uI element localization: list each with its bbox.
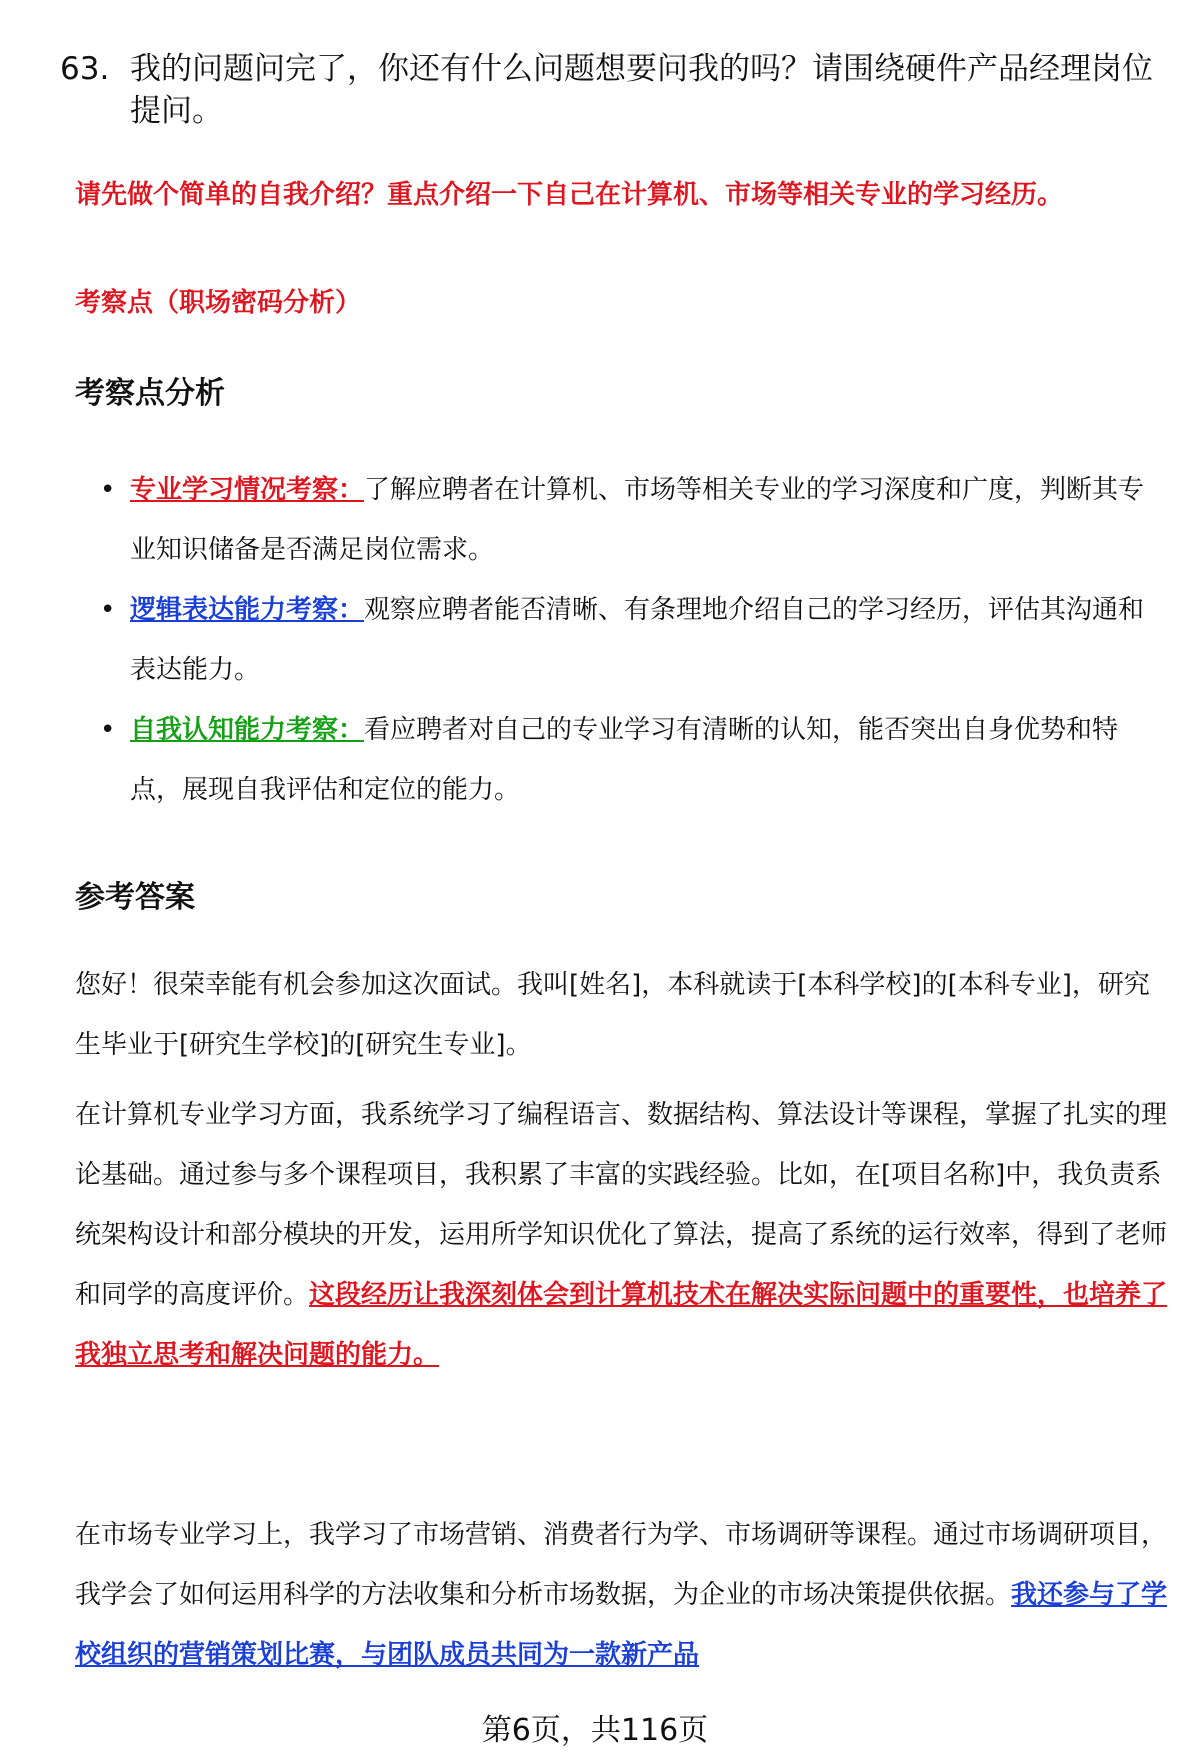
answer-heading: 参考答案 <box>75 880 195 915</box>
analysis-list <box>100 460 1160 820</box>
question-text: 我的问题问完了，你还有什么问题想要问我的吗？请围绕硬件产品经理岗位提问。 <box>130 51 1153 129</box>
kaochadian-label: 考察点（职场密码分析） <box>75 288 362 318</box>
analysis-heading: 考察点分析 <box>75 376 225 411</box>
bullet-text: 了解应聘者在计算机、市场等相关专业的学习深度和广度，判断其专业知识储备是否满足岗位需求。 <box>130 475 1145 565</box>
list-item <box>100 580 1160 700</box>
answer-paragraph <box>75 1505 1170 1685</box>
list-item <box>100 460 1160 580</box>
bullet-text: 观察应聘者能否清晰、有条理地介绍自己的学习经历，评估其沟通和表达能力。 <box>130 595 1145 685</box>
question-title <box>60 48 1170 132</box>
bullet-label: 逻辑表达能力考察： <box>130 595 365 625</box>
interview-prompt: 请先做个简单的自我介绍？重点介绍一下自己在计算机、市场等相关专业的学习经历。 <box>75 180 1064 210</box>
page-footer: 第6页，共116页 <box>481 1713 709 1748</box>
bullet-label: 自我认知能力考察： <box>130 715 365 745</box>
paragraph-text: 您好！很荣幸能有机会参加这次面试。我叫[姓名]，本科就读于[本科学校]的[本科专业]，研究生毕业于[研究生学校]的[研究生专业]。 <box>75 970 1150 1060</box>
paragraph-text: 在计算机专业学习方面，我系统学习了编程语言、数据结构、算法设计等课程，掌握了扎实的理论基础。通过参与多个课程项目，我积累了丰富的实践经验。比如，在[项目名称]中，我负责系统架构设计和部分模块的开发，运用所学知识优化了算法，提高了系统的运行效率，得到了老师和同学的高度评价。 <box>75 1100 1168 1310</box>
paragraph-emphasis: 这段经历让我深刻体会到计算机技术在解决实际问题中的重要性，也培养了我独立思考和解决问题的能力。 <box>75 1280 1168 1370</box>
bullet-text: 看应聘者对自己的专业学习有清晰的认知，能否突出自身优势和特点，展现自我评估和定位的能力。 <box>130 715 1119 805</box>
answer-paragraph <box>75 955 1170 1075</box>
bullet-label: 专业学习情况考察： <box>130 475 365 505</box>
paragraph-text: 在市场专业学习上，我学习了市场营销、消费者行为学、市场调研等课程。通过市场调研项目，我学会了如何运用科学的方法收集和分析市场数据，为企业的市场决策提供依据。 <box>75 1520 1168 1610</box>
list-item <box>100 700 1160 820</box>
paragraph-emphasis: 我还参与了学校组织的营销策划比赛，与团队成员共同为一款新产品 <box>75 1580 1168 1670</box>
answer-paragraph <box>75 1085 1170 1385</box>
question-number: 63. <box>60 51 110 87</box>
